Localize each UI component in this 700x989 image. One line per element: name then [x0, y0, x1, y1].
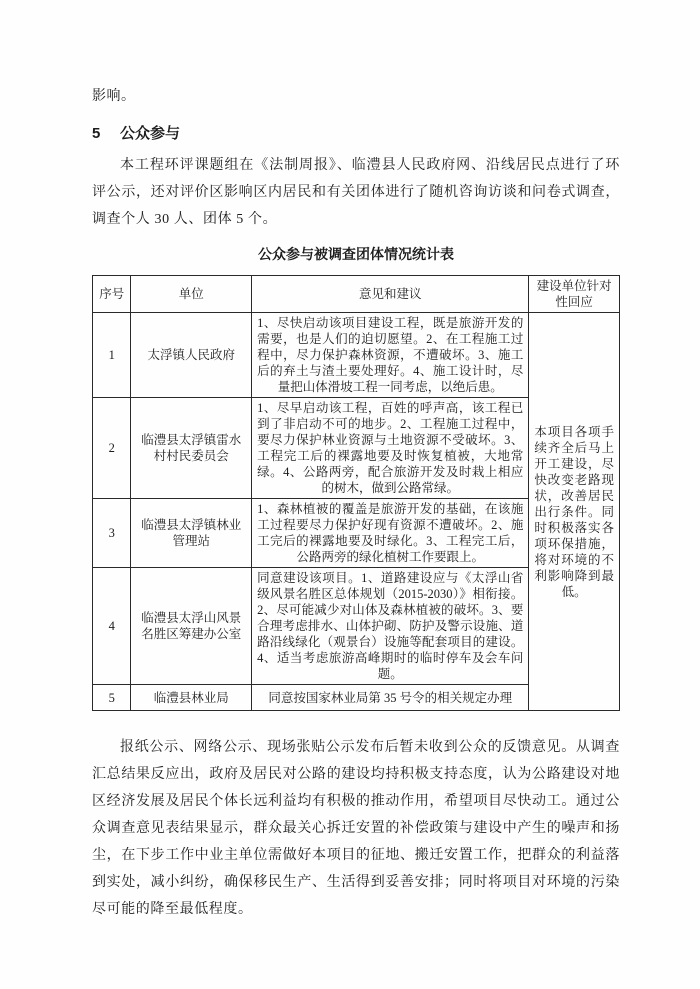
row-number: 3 — [93, 499, 131, 568]
opinion-text: 1、尽快启动该项目建设工程，既是旅游开发的需要，也是人们的迫切愿望。2、在工程施工过程中，尽力保护森林资源，不遭破坏。3、施工后的弃土与渣土要处理好。4、施工设计时，尽量把山体滑坡工程一同考虑，以绝后患。 — [252, 313, 529, 398]
leading-paragraph-tail: 影响。 — [92, 89, 136, 104]
table-header-row — [93, 276, 620, 313]
header-cell-opinion: 意见和建议 — [252, 276, 529, 313]
header-cell-unit: 单位 — [131, 276, 252, 313]
opinion-text: 1、森林植被的覆盖是旅游开发的基础，在该施工过程要尽力保护好现有资源不遭破坏。2、施工完后的裸露地要及时绿化。3、工程完工后，公路两旁的绿化植树工作要跟上。 — [252, 499, 529, 568]
row-number: 4 — [93, 568, 131, 685]
unit-name: 临澧县太浮镇雷水村村民委员会 — [131, 398, 252, 499]
opinion-text: 同意按国家林业局第 35 号令的相关规定办理 — [252, 685, 529, 711]
conclusion-paragraph: 报纸公示、网络公示、现场张贴公示发布后暂未收到公众的反馈意见。从调查汇总结果反应出，政府及居民对公路的建设均持积极支持态度，认为公路建设对地区经济发展及居民个体长远利益均有积极的推动作用，希望项目尽快动工。通过公众调查意见表结果显示，群众最关心拆迁安置的补偿政策与建设中产生的噪声和扬尘，在下步工作中业主单位需做好本项目的征地、搬迁安置工作，把群众的利益落到实处，减小纠纷，确保移民生产、生活得到妥善安排；同时将项目对环境的污染尽可能的降至最低程度。 — [92, 740, 620, 917]
row-number: 5 — [93, 685, 131, 711]
unit-name: 临澧县林业局 — [131, 685, 252, 711]
table-row — [93, 313, 620, 398]
survey-table — [92, 275, 620, 711]
intro-paragraph: 本工程环评课题组在《法制周报》、临澧县人民政府网、沿线居民点进行了环评公示，还对评价区影响区内居民和有关团体进行了随机咨询访谈和问卷式调查，调查个人 30 人、团体 5 个。 — [92, 158, 620, 227]
header-cell-no: 序号 — [93, 276, 131, 313]
section-heading — [92, 124, 620, 144]
unit-name: 临澧县太浮山风景名胜区筹建办公室 — [131, 568, 252, 685]
table-title: 公众参与被调查团体情况统计表 — [258, 246, 454, 262]
opinion-text: 1、尽早启动该工程，百姓的呼声高，该工程已到了非启动不可的地步。2、工程施工过程中，要尽力保护林业资源与土地资源不受破坏。3、工程完工后的裸露地要及时恢复植被，大地常绿。4、公路两旁，配合旅游开发及时栽上相应的树木，做到公路常绿。 — [252, 398, 529, 499]
section-title: 公众参与 — [120, 125, 181, 142]
opinion-text: 同意建设该项目。1、道路建设应与《太浮山省级风景名胜区总体规划（2015-2030）》相衔接。2、尽可能减少对山体及森林植被的破坏。3、要合理考虑排水、山体护砌、防护及警示设施、道路沿线绿化（观景台）设施等配套项目的建设。4、适当考虑旅游高峰期时的临时停车及会车问题。 — [252, 568, 529, 685]
row-number: 2 — [93, 398, 131, 499]
response-text: 本项目各项手续齐全后马上开工建设，尽快改变老路现状，改善居民出行条件。同时积极落实各项环保措施，将对环境的不利影响降到最低。 — [529, 313, 620, 711]
unit-name: 临澧县太浮镇林业管理站 — [131, 499, 252, 568]
section-number: 5 — [92, 125, 101, 142]
row-number: 1 — [93, 313, 131, 398]
unit-name: 太浮镇人民政府 — [131, 313, 252, 398]
header-cell-response: 建设单位针对性回应 — [529, 276, 620, 313]
